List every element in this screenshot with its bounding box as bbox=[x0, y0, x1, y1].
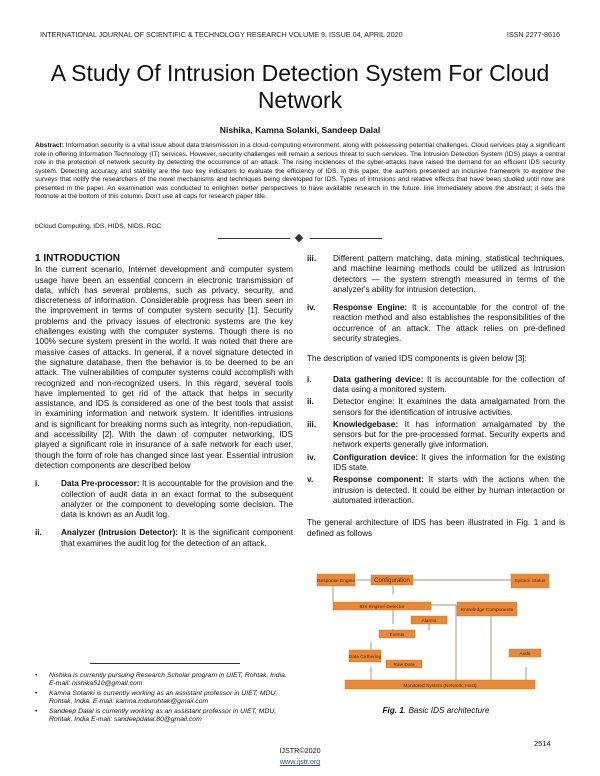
abstract-label: Abstract: bbox=[35, 142, 64, 149]
diamond-icon bbox=[295, 234, 303, 242]
list-number: iv. bbox=[307, 303, 316, 313]
component-item: iv. Configuration device: It gives the information for the existing IDS state. bbox=[307, 452, 566, 473]
figure-caption: Fig. 1. Basic IDS architecture bbox=[382, 706, 490, 715]
issn: ISSN 2277-8616 bbox=[506, 30, 560, 39]
list-text: It is accountable for the control of the reaction method and also establishes the responsibilities of the occurrence of an attack. The attack relies on pre-defined security strategies. bbox=[333, 303, 565, 344]
list-text: It is the significant component that examines the audit log for the detection of an attack. bbox=[61, 528, 293, 548]
ids-engine-label: IDS Engine/ Detector bbox=[359, 605, 405, 610]
list-item bbox=[35, 479, 293, 520]
footnotes bbox=[35, 672, 293, 725]
authors: Nishika, Kamna Solanki, Sandeep Dalal bbox=[219, 125, 381, 135]
list-number: i. bbox=[35, 479, 40, 489]
abstract bbox=[35, 142, 565, 202]
list-number: ii. bbox=[35, 528, 42, 538]
component-item: ii. Detector engine: It examines the data amalgamated from the sensors for the identification of intrusive activities. bbox=[307, 397, 565, 417]
alarms-label: Alarms bbox=[421, 619, 437, 624]
component-item: v. Response component: It starts with the actions when the intrusion is detected. It could be either by human interaction or automated interaction. bbox=[307, 475, 565, 505]
section-separator bbox=[218, 233, 382, 243]
figure-intro: The general architecture of IDS has been illustrated in Fig. 1 and is defined as follows bbox=[307, 518, 565, 538]
component-item: i. Data gathering device: It is accountable for the collection of data using a monitored system. bbox=[307, 374, 565, 394]
events-label: Events bbox=[389, 633, 405, 638]
knowledge-label: Knowledge Components bbox=[460, 608, 514, 613]
system-status-label: System Status bbox=[514, 579, 546, 584]
abstract-text: Information security is a vital issue about data transmission in a cloud-computing environment, along with possessing potential challenges. Cloud services play a significant role in offering Information Technology (IT) services. However, security challenges will remain a serious threat to such services. The Intrusion Detection System (IDS) plays a central role in the protection of network security by detecting the occurrence of an attack. The rising incidences of the cyber-attacks have raised the demand for an efficient IDS security system. Detecting accuracy and stability are the two key indicators to evaluate the efficiency of IDS. In this paper, the authors presented an inclusive framework to explore the surveys that notify the researchers of the novel mechanisms and techniques being developed for IDS. Types of intrusions and relative effects that have been studied until now are presented in the paper. An examination was conducted to enlighten better perspectives to have available research in the future. line immediately above the abstract; it sets the footnote at the bottom of this column. Don't use all caps for research paper title. bbox=[35, 142, 565, 200]
list-term: Analyzer (Intrusion Detector): bbox=[61, 528, 179, 538]
list-number: iii. bbox=[307, 254, 317, 263]
ids-architecture-diagram bbox=[311, 572, 561, 699]
list-text: Different pattern matching, data mining, statistical techniques, and machine learning methods could be utilized as Intrusion detectors — the system strength measured in terms of the analyzer's ability for intrusion detection. bbox=[333, 254, 565, 294]
component-item: iii. Knowledgebase: It has information amalgamated by the sensors but for the pre-processed format. Security experts and network experts generally give information. bbox=[307, 419, 565, 450]
response-engine-label: Response Engine bbox=[317, 579, 355, 584]
footer-copyright: IJSTR©2020 bbox=[279, 746, 321, 755]
list-item bbox=[35, 528, 293, 549]
page-number: 2514 bbox=[534, 739, 551, 748]
list-item bbox=[307, 254, 565, 295]
right-column bbox=[307, 254, 565, 539]
footnote: • Nishika is currently pursuing Research Scholar program in UIET, Rohtak, India. E-mail: nishika510@gmail.com bbox=[35, 672, 287, 688]
footnote: • Sandeep Dalal is currently working as an assistant professor in UIET, MDU, Rohtak, India E-mail: sandeepdalal.80@gmail.com bbox=[35, 707, 277, 724]
configuration-label: Configuration bbox=[374, 578, 410, 584]
monitored-system-label: Monitored System (Network, Host) bbox=[403, 684, 477, 689]
list-item bbox=[307, 303, 565, 344]
running-header bbox=[40, 30, 560, 39]
footer-link[interactable]: www.ijstr.org bbox=[279, 757, 321, 766]
audit-label: Audit bbox=[519, 652, 531, 657]
list-term: Data Pre-processor: bbox=[61, 479, 140, 489]
list-text: It is accountable for the provision and the collection of audit data in an exact format to the subsequent analyzer or the component to developing some decision. The data is known as an Audit log. bbox=[61, 479, 294, 520]
data-gathering-label: Data Gathering bbox=[348, 655, 382, 660]
raw-data-label: Raw Data bbox=[393, 663, 415, 668]
keywords: bCloud Computing, IDS, HIDS, NIDS, ROC bbox=[35, 223, 162, 230]
intro-paragraph: In the current scenario, Internet development and computer system usage have been an essential concern in electronic transmission of data, which has several problems, such as privacy, security, and discreteness of information. Considerable progress has been seen in the improvement in terms of computer system security [1]. Security problems and the privacy issues of electronic systems are the key challenges existing with the computer systems. Though there is no 100% secure system present in the world. It was noted that there are massive cases of attacks. In general, if a novel signature detected in the signature database, then the behavior is to be deemed to be an attack. The vulnerabilities of computer systems could accomplish with recognized and non-recognized users. In this regard, several tools have implemented to get rid of the attack that helps in security assistance, and IDS is considered as one of the best tools that assist in examining information and network system. It identifies intrusions and is significant for breaking norms such as integrity, non-repudiation, and accessibility [2]. With the dawn of computer networking, IDS played a significant role in insurance of a safe network for each user, though the form of role has changed since last year. Essential intrusion detection components are described below bbox=[35, 265, 293, 470]
footnote: • Kamna Solanki is currently working as an assistant professor in UIET, MDU, Rohtak, India. E-mail: kamna.mdurohtak@gmail.com bbox=[35, 689, 278, 706]
journal-name: INTERNATIONAL JOURNAL OF SCIENTIFIC & TECHNOLOGY RESEARCH VOLUME 9, ISSUE 04, APRIL 2020 bbox=[40, 30, 403, 39]
components-intro: The description of varied IDS components is given below [3]: bbox=[307, 354, 527, 364]
section-heading: 1 INTRODUCTION bbox=[35, 253, 120, 264]
paper-title: A Study Of Intrusion Detection System For Cloud Network bbox=[50, 60, 550, 113]
left-column bbox=[35, 254, 293, 549]
footnote-rule bbox=[90, 663, 240, 664]
list-term: Response Engine: bbox=[333, 303, 408, 313]
